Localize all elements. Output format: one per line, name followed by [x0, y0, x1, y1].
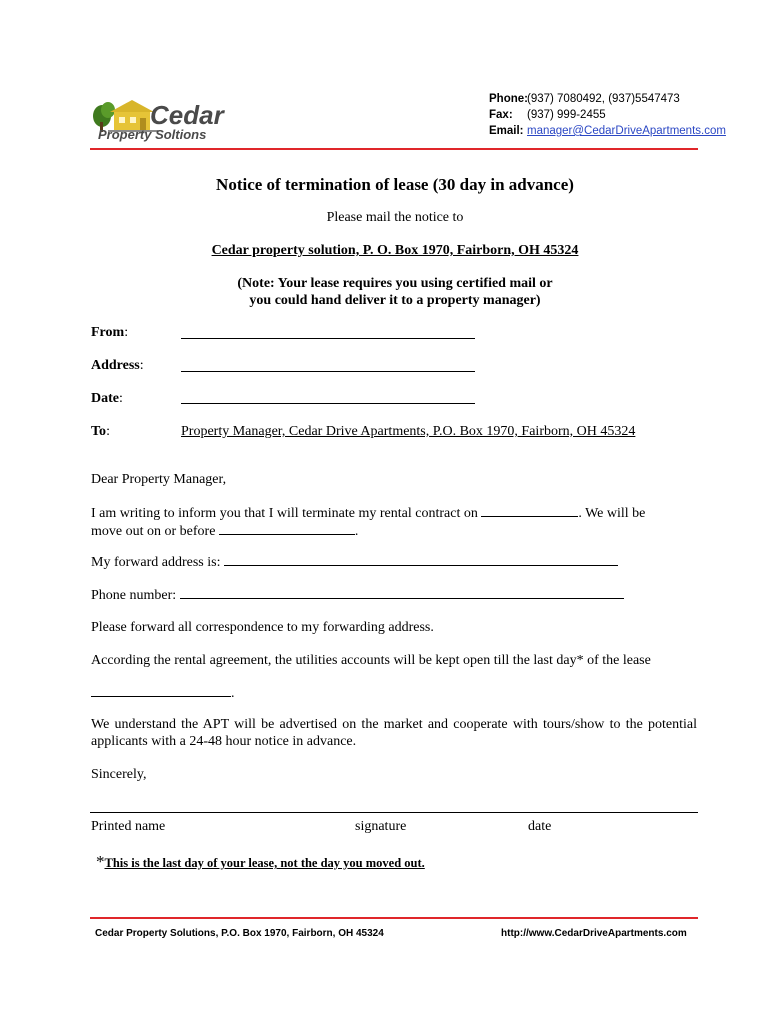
header-divider — [90, 148, 698, 150]
phone-line — [489, 92, 680, 107]
phone-number-line: Phone number: — [91, 586, 624, 604]
lease-last-day-field[interactable] — [91, 684, 231, 697]
intro-paragraph: I am writing to inform you that I will terminate my rental contract on . We will be move out on or before . — [91, 506, 646, 539]
phone-value: (937) 7080492, (937)5547473 — [527, 93, 680, 105]
move-out-date-field[interactable] — [219, 522, 355, 535]
date-label: Date: — [91, 391, 123, 406]
footer-address: Cedar Property Solutions, P.O. Box 1970, Fairborn, OH 45324 — [95, 928, 384, 939]
salutation: Dear Property Manager, — [91, 472, 227, 487]
advertise-paragraph: We understand the APT will be advertised on the market and cooperate with tours/show to the potential applicants with a 24-48 hour notice in advance. — [91, 717, 697, 749]
footer-website[interactable]: http://www.CedarDriveApartments.com — [501, 928, 687, 939]
mail-intro: Please mail the notice to — [326, 210, 464, 225]
signature-line — [90, 812, 698, 813]
footnote: *This is the last day of your lease, not the day you moved out. — [96, 852, 425, 871]
date-field[interactable] — [181, 403, 475, 404]
address-field[interactable] — [181, 371, 475, 372]
mail-address: Cedar property solution, P. O. Box 1970, Fairborn, OH 45324 — [211, 243, 579, 258]
fax-label: Fax: — [489, 109, 513, 121]
phone-label: Phone: — [489, 93, 528, 105]
utilities-text: According the rental agreement, the utilities accounts will be kept open till the last day* of the lease — [91, 653, 651, 668]
forward-correspondence: Please forward all correspondence to my forwarding address. — [91, 620, 434, 635]
note-line-2: you could hand deliver it to a property manager) — [249, 293, 541, 308]
email-label: Email: — [489, 125, 524, 137]
fax-line — [489, 108, 606, 123]
address-label: Address: — [91, 358, 144, 373]
to-label: To: — [91, 424, 110, 439]
footer-divider — [90, 917, 698, 919]
printed-name-label: Printed name — [91, 819, 166, 834]
note-line-1: (Note: Your lease requires you using certified mail or — [237, 276, 553, 291]
email-link[interactable]: manager@CedarDriveApartments.com — [527, 125, 726, 137]
fax-value: (937) 999-2455 — [527, 109, 606, 121]
termination-date-field[interactable] — [481, 504, 578, 517]
logo-wordmark: Cedar — [150, 100, 224, 130]
lease-last-day-line: . — [91, 684, 235, 702]
from-field[interactable] — [181, 338, 475, 339]
email-line — [489, 124, 726, 139]
page-title: Notice of termination of lease (30 day in advance) — [216, 175, 574, 194]
date-sig-label: date — [528, 819, 552, 834]
logo-subtitle: Property Soltions — [98, 127, 207, 142]
phone-number-field[interactable] — [180, 586, 624, 599]
signature-label: signature — [355, 819, 407, 834]
closing: Sincerely, — [91, 767, 147, 782]
to-value: Property Manager, Cedar Drive Apartments, P.O. Box 1970, Fairborn, OH 45324 — [181, 424, 636, 439]
forward-address-field[interactable] — [224, 553, 618, 566]
from-label: From: — [91, 325, 129, 340]
forward-address-line: My forward address is: — [91, 553, 618, 571]
